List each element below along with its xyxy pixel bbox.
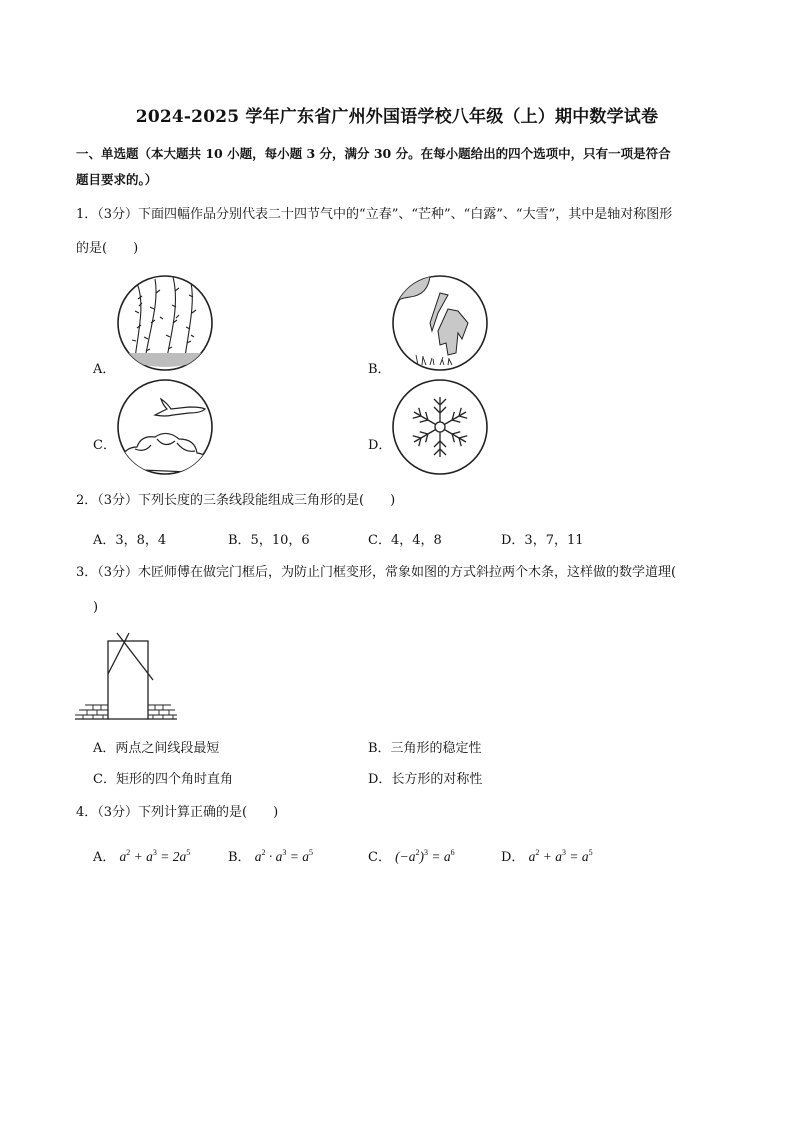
q4-option-a[interactable] — [93, 846, 190, 865]
q1-option-d-label[interactable]: D． — [368, 438, 392, 453]
q1-option-b-label[interactable]: B． — [368, 362, 391, 377]
snowflake-image — [390, 377, 490, 477]
q3-stem-line-2: ) — [93, 600, 99, 615]
q3-option-b[interactable]: B．三角形的稳定性 — [368, 741, 482, 756]
q2-option-d[interactable]: D．3，7，11 — [501, 533, 584, 548]
section-header — [76, 141, 724, 193]
willow-branches-image — [115, 273, 215, 373]
q2-option-c[interactable]: C．4，4，8 — [368, 533, 442, 548]
q2-option-b[interactable]: B．5，10，6 — [228, 533, 310, 548]
q4-option-d[interactable] — [501, 846, 593, 865]
q4-option-c-label: C． — [368, 850, 391, 865]
q3-stem-line-1: 3．（3分）木匠师傅在做完门框后，为防止门框变形，常象如图的方式斜拉两个木条，这样做的数学道理( — [76, 565, 677, 580]
q3-option-c[interactable]: C．矩形的四个角时直角 — [93, 772, 233, 787]
q4-option-a-expr: $a^2 + a^3 = 2a^5$ — [119, 848, 191, 864]
q4-option-b-label: B． — [228, 850, 251, 865]
q2-option-a[interactable]: A．3，8，4 — [93, 533, 167, 548]
q4-option-d-label: D． — [501, 850, 525, 865]
section-line-2: 题目要求的。） — [76, 172, 158, 187]
q4-option-a-label: A． — [93, 850, 116, 865]
q4-stem: 4．（3分）下列计算正确的是( ) — [76, 805, 279, 820]
bird-clouds-image — [115, 377, 215, 477]
exam-title: 2024-2025 学年广东省广州外国语学校八年级（上）期中数学试卷 — [135, 107, 659, 127]
moon-leaves-image — [390, 273, 490, 373]
q3-option-a[interactable]: A．两点之间线段最短 — [93, 741, 220, 756]
q4-option-c[interactable] — [368, 846, 455, 865]
q2-stem: 2．（3分）下列长度的三条线段能组成三角形的是( ) — [76, 493, 396, 508]
q4-option-b[interactable] — [228, 846, 313, 865]
q1-stem-line-2: 的是( ) — [76, 241, 139, 256]
q1-stem-line-1: 1．（3分）下面四幅作品分别代表二十四节气中的“立春”、“芒种”、“白露”、“大雪”，其中是轴对称图形 — [76, 207, 673, 222]
q3-option-d[interactable]: D．长方形的对称性 — [368, 772, 483, 787]
door-frame-diagram — [75, 630, 180, 725]
q4-option-d-expr: $a^2 + a^3 = a^5$ — [528, 848, 593, 864]
q4-option-b-expr: $a^2 \cdot a^3 = a^5$ — [254, 848, 313, 864]
q4-option-c-expr: $(-a^2)^3 = a^6$ — [395, 848, 455, 864]
q1-option-c-label[interactable]: C． — [93, 438, 116, 453]
q1-option-a-label[interactable]: A． — [93, 362, 116, 377]
section-line-1: 一、单选题（本大题共 10 小题，每小题 3 分，满分 30 分。在每小题给出的四个选项中，只有一项是符合 — [76, 146, 671, 161]
